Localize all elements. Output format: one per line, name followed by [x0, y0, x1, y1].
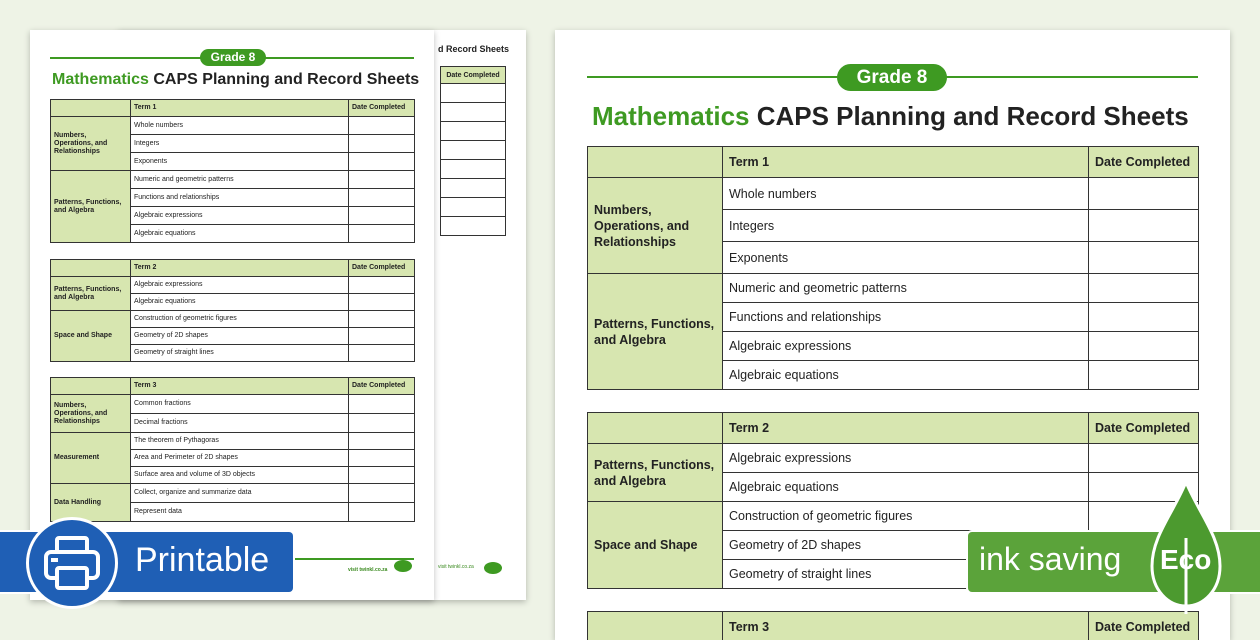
topic-cell: Geometry of 2D shapes — [723, 531, 1089, 560]
page-title — [52, 71, 419, 89]
topic-cell: Construction of geometric figures — [723, 502, 1089, 531]
date-completed-cell[interactable] — [349, 207, 415, 225]
topic-cell: Area and Perimeter of 2D shapes — [131, 450, 349, 467]
date-completed-header: Date Completed — [349, 260, 415, 277]
date-completed-header: Date Completed — [1089, 147, 1199, 178]
date-completed-cell[interactable] — [1089, 303, 1199, 332]
strand-cell: Space and Shape — [51, 311, 131, 362]
printer-icon — [26, 517, 118, 609]
topic-cell: Algebraic equations — [723, 473, 1089, 502]
strand-cell: Numbers, Operations, and Relationships — [588, 178, 723, 274]
date-completed-cell[interactable] — [349, 294, 415, 311]
strand-cell: Patterns, Functions, and Algebra — [51, 171, 131, 243]
date-completed-cell[interactable] — [349, 225, 415, 243]
term3-table — [587, 611, 1199, 640]
header-blank-cell — [51, 260, 131, 277]
topic-cell: Functions and relationships — [131, 189, 349, 207]
date-completed-cell[interactable] — [349, 171, 415, 189]
date-completed-cell[interactable] — [349, 433, 415, 450]
back-date-header: Date Completed — [441, 67, 506, 84]
table-row — [51, 117, 415, 135]
topic-cell: Integers — [131, 135, 349, 153]
topic-cell: Algebraic expressions — [131, 277, 349, 294]
date-completed-cell[interactable] — [1089, 332, 1199, 361]
topic-cell: Represent data — [131, 503, 349, 522]
topic-cell: Decimal fractions — [131, 414, 349, 433]
grade-badge: Grade 8 — [837, 64, 947, 91]
title-rest: CAPS Planning and Record Sheets — [149, 71, 419, 88]
strand-cell: Patterns, Functions, and Algebra — [588, 274, 723, 390]
topic-cell: Surface area and volume of 3D objects — [131, 467, 349, 484]
date-completed-cell[interactable] — [349, 135, 415, 153]
date-completed-cell[interactable] — [349, 484, 415, 503]
strand-cell: Space and Shape — [588, 502, 723, 589]
table-row — [588, 444, 1199, 473]
date-completed-cell[interactable] — [1089, 210, 1199, 242]
topic-cell: Numeric and geometric patterns — [131, 171, 349, 189]
topic-cell: Construction of geometric figures — [131, 311, 349, 328]
header-blank-cell — [51, 100, 131, 117]
term3-table — [50, 377, 415, 522]
term3-label: Term 3 — [131, 378, 349, 395]
header-blank-cell — [588, 413, 723, 444]
date-completed-cell[interactable] — [349, 395, 415, 414]
topic-cell: Geometry of 2D shapes — [131, 328, 349, 345]
date-completed-cell[interactable] — [349, 328, 415, 345]
topic-cell: Algebraic equations — [131, 294, 349, 311]
table-row — [51, 277, 415, 294]
topic-cell: The theorem of Pythagoras — [131, 433, 349, 450]
date-completed-cell[interactable] — [349, 153, 415, 171]
table-row — [51, 433, 415, 450]
date-completed-cell[interactable] — [349, 117, 415, 135]
topic-cell: Integers — [723, 210, 1089, 242]
term2-label: Term 2 — [723, 413, 1089, 444]
date-completed-cell[interactable] — [1089, 178, 1199, 210]
back-sheet-title: d Record Sheets — [438, 44, 509, 54]
term3-label: Term 3 — [723, 612, 1089, 640]
topic-cell: Algebraic expressions — [723, 332, 1089, 361]
strand-cell: Patterns, Functions, and Algebra — [588, 444, 723, 502]
date-completed-header: Date Completed — [1089, 612, 1199, 640]
table-row — [588, 274, 1199, 303]
header-blank-cell — [588, 147, 723, 178]
topic-cell: Collect, organize and summarize data — [131, 484, 349, 503]
term1-label: Term 1 — [131, 100, 349, 117]
title-subject: Mathematics — [592, 101, 750, 131]
title-subject: Mathematics — [52, 71, 149, 88]
topic-cell: Algebraic expressions — [723, 444, 1089, 473]
date-completed-cell[interactable] — [349, 450, 415, 467]
date-completed-cell[interactable] — [349, 345, 415, 362]
topic-cell: Algebraic equations — [131, 225, 349, 243]
date-completed-cell[interactable] — [1089, 242, 1199, 274]
strand-cell: Numbers, Operations, and Relationships — [51, 117, 131, 171]
topic-cell: Algebraic expressions — [131, 207, 349, 225]
date-completed-cell[interactable] — [1089, 361, 1199, 390]
date-completed-cell[interactable] — [349, 467, 415, 484]
date-completed-cell[interactable] — [349, 189, 415, 207]
date-completed-header: Date Completed — [1089, 413, 1199, 444]
date-completed-cell[interactable] — [349, 311, 415, 328]
back-sheet-table — [440, 66, 506, 236]
topic-cell: Exponents — [131, 153, 349, 171]
topic-cell: Exponents — [723, 242, 1089, 274]
header-blank-cell — [588, 612, 723, 640]
term1-table — [587, 146, 1199, 390]
topic-cell: Geometry of straight lines — [131, 345, 349, 362]
topic-cell: Whole numbers — [723, 178, 1089, 210]
date-completed-cell[interactable] — [349, 414, 415, 433]
date-completed-cell[interactable] — [1089, 274, 1199, 303]
term2-table — [50, 259, 415, 362]
topic-cell: Geometry of straight lines — [723, 560, 1089, 589]
strand-cell: Data Handling — [51, 484, 131, 522]
printable-label: Printable — [135, 541, 269, 580]
small-record-sheet — [30, 30, 434, 600]
date-completed-header: Date Completed — [349, 378, 415, 395]
strand-cell: Patterns, Functions, and Algebra — [51, 277, 131, 311]
table-row — [51, 484, 415, 503]
title-rest: CAPS Planning and Record Sheets — [750, 101, 1189, 131]
twinkl-logo-icon — [484, 562, 502, 574]
table-row — [588, 178, 1199, 210]
table-row — [51, 171, 415, 189]
topic-cell: Common fractions — [131, 395, 349, 414]
table-row — [51, 395, 415, 414]
term1-table — [50, 99, 415, 243]
back-footer-url: visit twinkl.co.za — [438, 564, 474, 570]
topic-cell: Numeric and geometric patterns — [723, 274, 1089, 303]
date-completed-cell[interactable] — [349, 277, 415, 294]
strand-cell: Measurement — [51, 433, 131, 484]
topic-cell: Functions and relationships — [723, 303, 1089, 332]
ink-saving-label: ink saving — [979, 541, 1121, 578]
date-completed-cell[interactable] — [349, 503, 415, 522]
topic-cell: Algebraic equations — [723, 361, 1089, 390]
footer-url: visit twinkl.co.za — [348, 567, 387, 573]
strand-cell: Numbers, Operations, and Relationships — [51, 395, 131, 433]
twinkl-logo-icon — [394, 560, 412, 572]
topic-cell: Whole numbers — [131, 117, 349, 135]
table-row — [588, 502, 1199, 531]
date-completed-cell[interactable] — [1089, 444, 1199, 473]
page-title — [592, 101, 1189, 132]
eco-label: Eco — [1160, 544, 1211, 576]
table-row — [51, 311, 415, 328]
grade-badge: Grade 8 — [200, 49, 266, 66]
term2-label: Term 2 — [131, 260, 349, 277]
header-blank-cell — [51, 378, 131, 395]
date-completed-header: Date Completed — [349, 100, 415, 117]
term1-label: Term 1 — [723, 147, 1089, 178]
